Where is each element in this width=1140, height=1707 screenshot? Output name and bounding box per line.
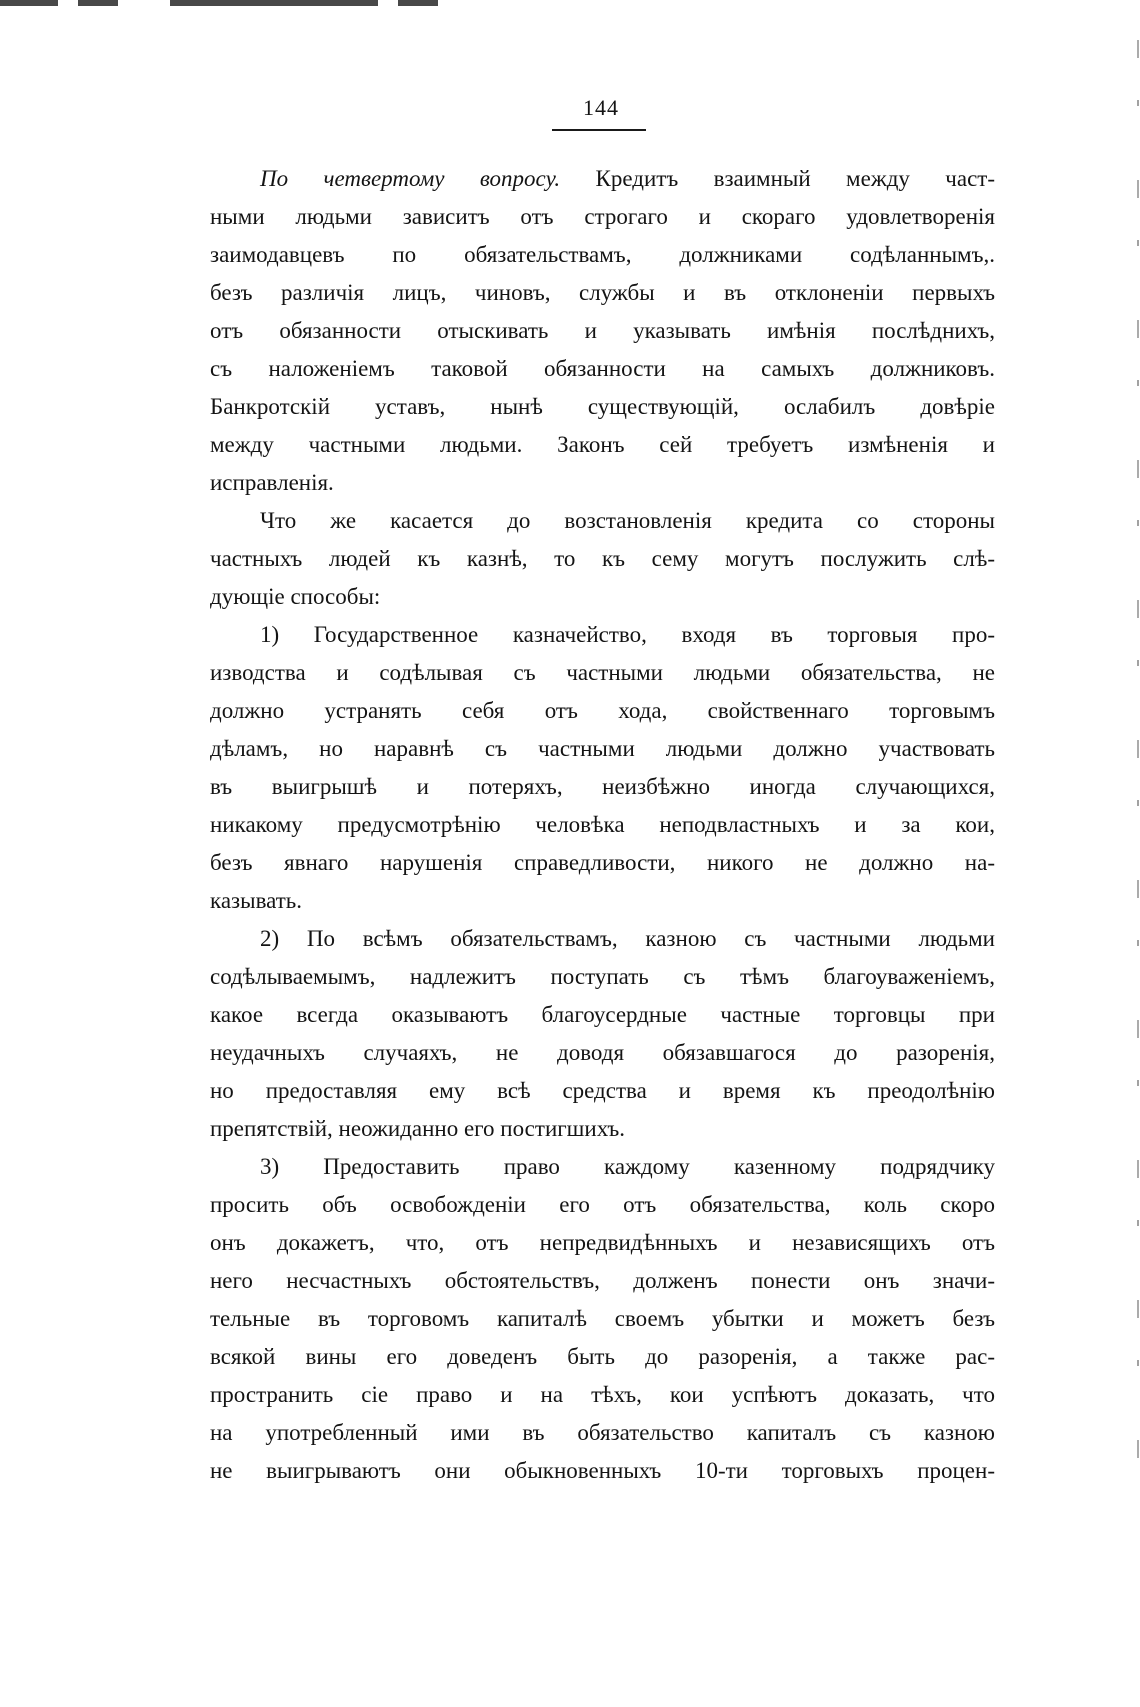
line-text: отъ обязанности отыскивать и указывать имѣнія послѣднихъ, [210, 318, 995, 343]
page-number: 144 [583, 95, 619, 120]
text-line [210, 350, 995, 388]
line-text: какое всегда оказываютъ благоусердные частные торговцы при [210, 1002, 995, 1027]
line-text: 2) По всѣмъ обязательствамъ, казною съ частными людьми [260, 926, 995, 951]
line-text: 3) Предоставить право каждому казенному подрядчику [260, 1154, 995, 1179]
line-text: содѣлываемымъ, надлежитъ поступать съ тѣмъ благоуваженіемъ, [210, 964, 995, 989]
line-text: ными людьми зависитъ отъ строгаго и скораго удовлетворенія [210, 204, 995, 229]
line-text: изводства и содѣлывая съ частными людьми обязательства, не [210, 660, 995, 685]
text-line [210, 768, 995, 806]
line-text: но предоставляя ему всѣ средства и время къ преодолѣнію [210, 1078, 995, 1103]
text-line [210, 236, 995, 274]
text-line [210, 426, 995, 464]
line-text: между частными людьми. Законъ сей требуетъ измѣненія и [210, 432, 995, 457]
body-text [210, 160, 995, 1490]
text-line [210, 654, 995, 692]
text-line [210, 540, 995, 578]
line-text: неудачныхъ случаяхъ, не доводя обязавшагося до разоренія, [210, 1040, 995, 1065]
text-line [210, 730, 995, 768]
line-text: съ наложеніемъ таковой обязанности на самыхъ должниковъ. [210, 356, 995, 381]
text-line [210, 1376, 995, 1414]
line-text: не выигрываютъ они обыкновенныхъ 10-ти торговыхъ процен- [210, 1458, 995, 1483]
paragraph [210, 160, 995, 502]
line-text: дѣламъ, но наравнѣ съ частными людьми должно участвовать [210, 736, 995, 761]
text-line [210, 274, 995, 312]
text-line [210, 1224, 995, 1262]
line-text: безъ различія лицъ, чиновъ, службы и въ отклоненіи первыхъ [210, 280, 995, 305]
line-text: Банкротскій уставъ, нынѣ существующій, ослабилъ довѣріе [210, 394, 995, 419]
text-line [210, 1338, 995, 1376]
line-text: на употребленный ими въ обязательство капиталъ съ казною [210, 1420, 995, 1445]
line-text: пространить сіе право и на тѣхъ, кои успѣютъ доказать, что [210, 1382, 995, 1407]
text-line [210, 844, 995, 882]
text-line [210, 616, 995, 654]
line-text: тельные въ торговомъ капиталѣ своемъ убытки и можетъ безъ [210, 1306, 995, 1331]
text-line [210, 464, 995, 502]
line-text: частныхъ людей къ казнѣ, то къ сему могутъ послужить слѣ- [210, 546, 995, 571]
text-line [210, 160, 995, 198]
text-line [210, 996, 995, 1034]
line-text: Что же касается до возстановленія кредита со стороны [260, 508, 995, 533]
line-text: Кредитъ взаимный между част- [560, 166, 995, 191]
line-text: 1) Государственное казначейство, входя въ торговыя про- [260, 622, 995, 647]
text-line [210, 692, 995, 730]
scan-right-edge [1137, 40, 1139, 1480]
italic-lead: По четвертому вопросу. [260, 166, 561, 191]
text-line [210, 1452, 995, 1490]
text-line [210, 1072, 995, 1110]
text-line [210, 882, 995, 920]
line-text: казывать. [210, 888, 303, 913]
text-line [210, 1414, 995, 1452]
line-text: безъ явнаго нарушенія справедливости, никого не должно на- [210, 850, 995, 875]
line-text: препятствій, неожиданно его постигшихъ. [210, 1116, 625, 1141]
line-text: онъ докажетъ, что, отъ непредвидѣнныхъ и независящихъ отъ [210, 1230, 995, 1255]
text-line [210, 312, 995, 350]
text-line [210, 198, 995, 236]
page-number-rule [552, 129, 646, 131]
text-line [210, 806, 995, 844]
line-text: всякой вины его доведенъ быть до разоренія, а также рас- [210, 1344, 995, 1369]
line-text: должно устранять себя отъ хода, свойственнаго торговымъ [210, 698, 995, 723]
line-text: него несчастныхъ обстоятельствъ, долженъ понести онъ значи- [210, 1268, 995, 1293]
line-text: заимодавцевъ по обязательствамъ, должниками содѣланнымъ,. [210, 242, 995, 267]
line-text: исправленія. [210, 470, 334, 495]
text-line [210, 388, 995, 426]
text-line [210, 1110, 995, 1148]
paragraph [210, 1148, 995, 1490]
line-text: дующіе способы: [210, 584, 381, 609]
text-line [210, 920, 995, 958]
text-line [210, 1300, 995, 1338]
line-text: просить объ освобожденіи его отъ обязательства, коль скоро [210, 1192, 995, 1217]
text-line [210, 1262, 995, 1300]
text-line [210, 1186, 995, 1224]
paragraph [210, 502, 995, 616]
text-line [210, 1148, 995, 1186]
paragraph [210, 920, 995, 1148]
text-line [210, 1034, 995, 1072]
paragraph [210, 616, 995, 920]
line-text: никакому предусмотрѣнію человѣка неподвластныхъ и за кои, [210, 812, 995, 837]
text-line [210, 502, 995, 540]
scan-top-artifact [0, 0, 460, 6]
text-line [210, 958, 995, 996]
line-text: въ выигрышѣ и потеряхъ, неизбѣжно иногда случающихся, [210, 774, 995, 799]
text-line [210, 578, 995, 616]
